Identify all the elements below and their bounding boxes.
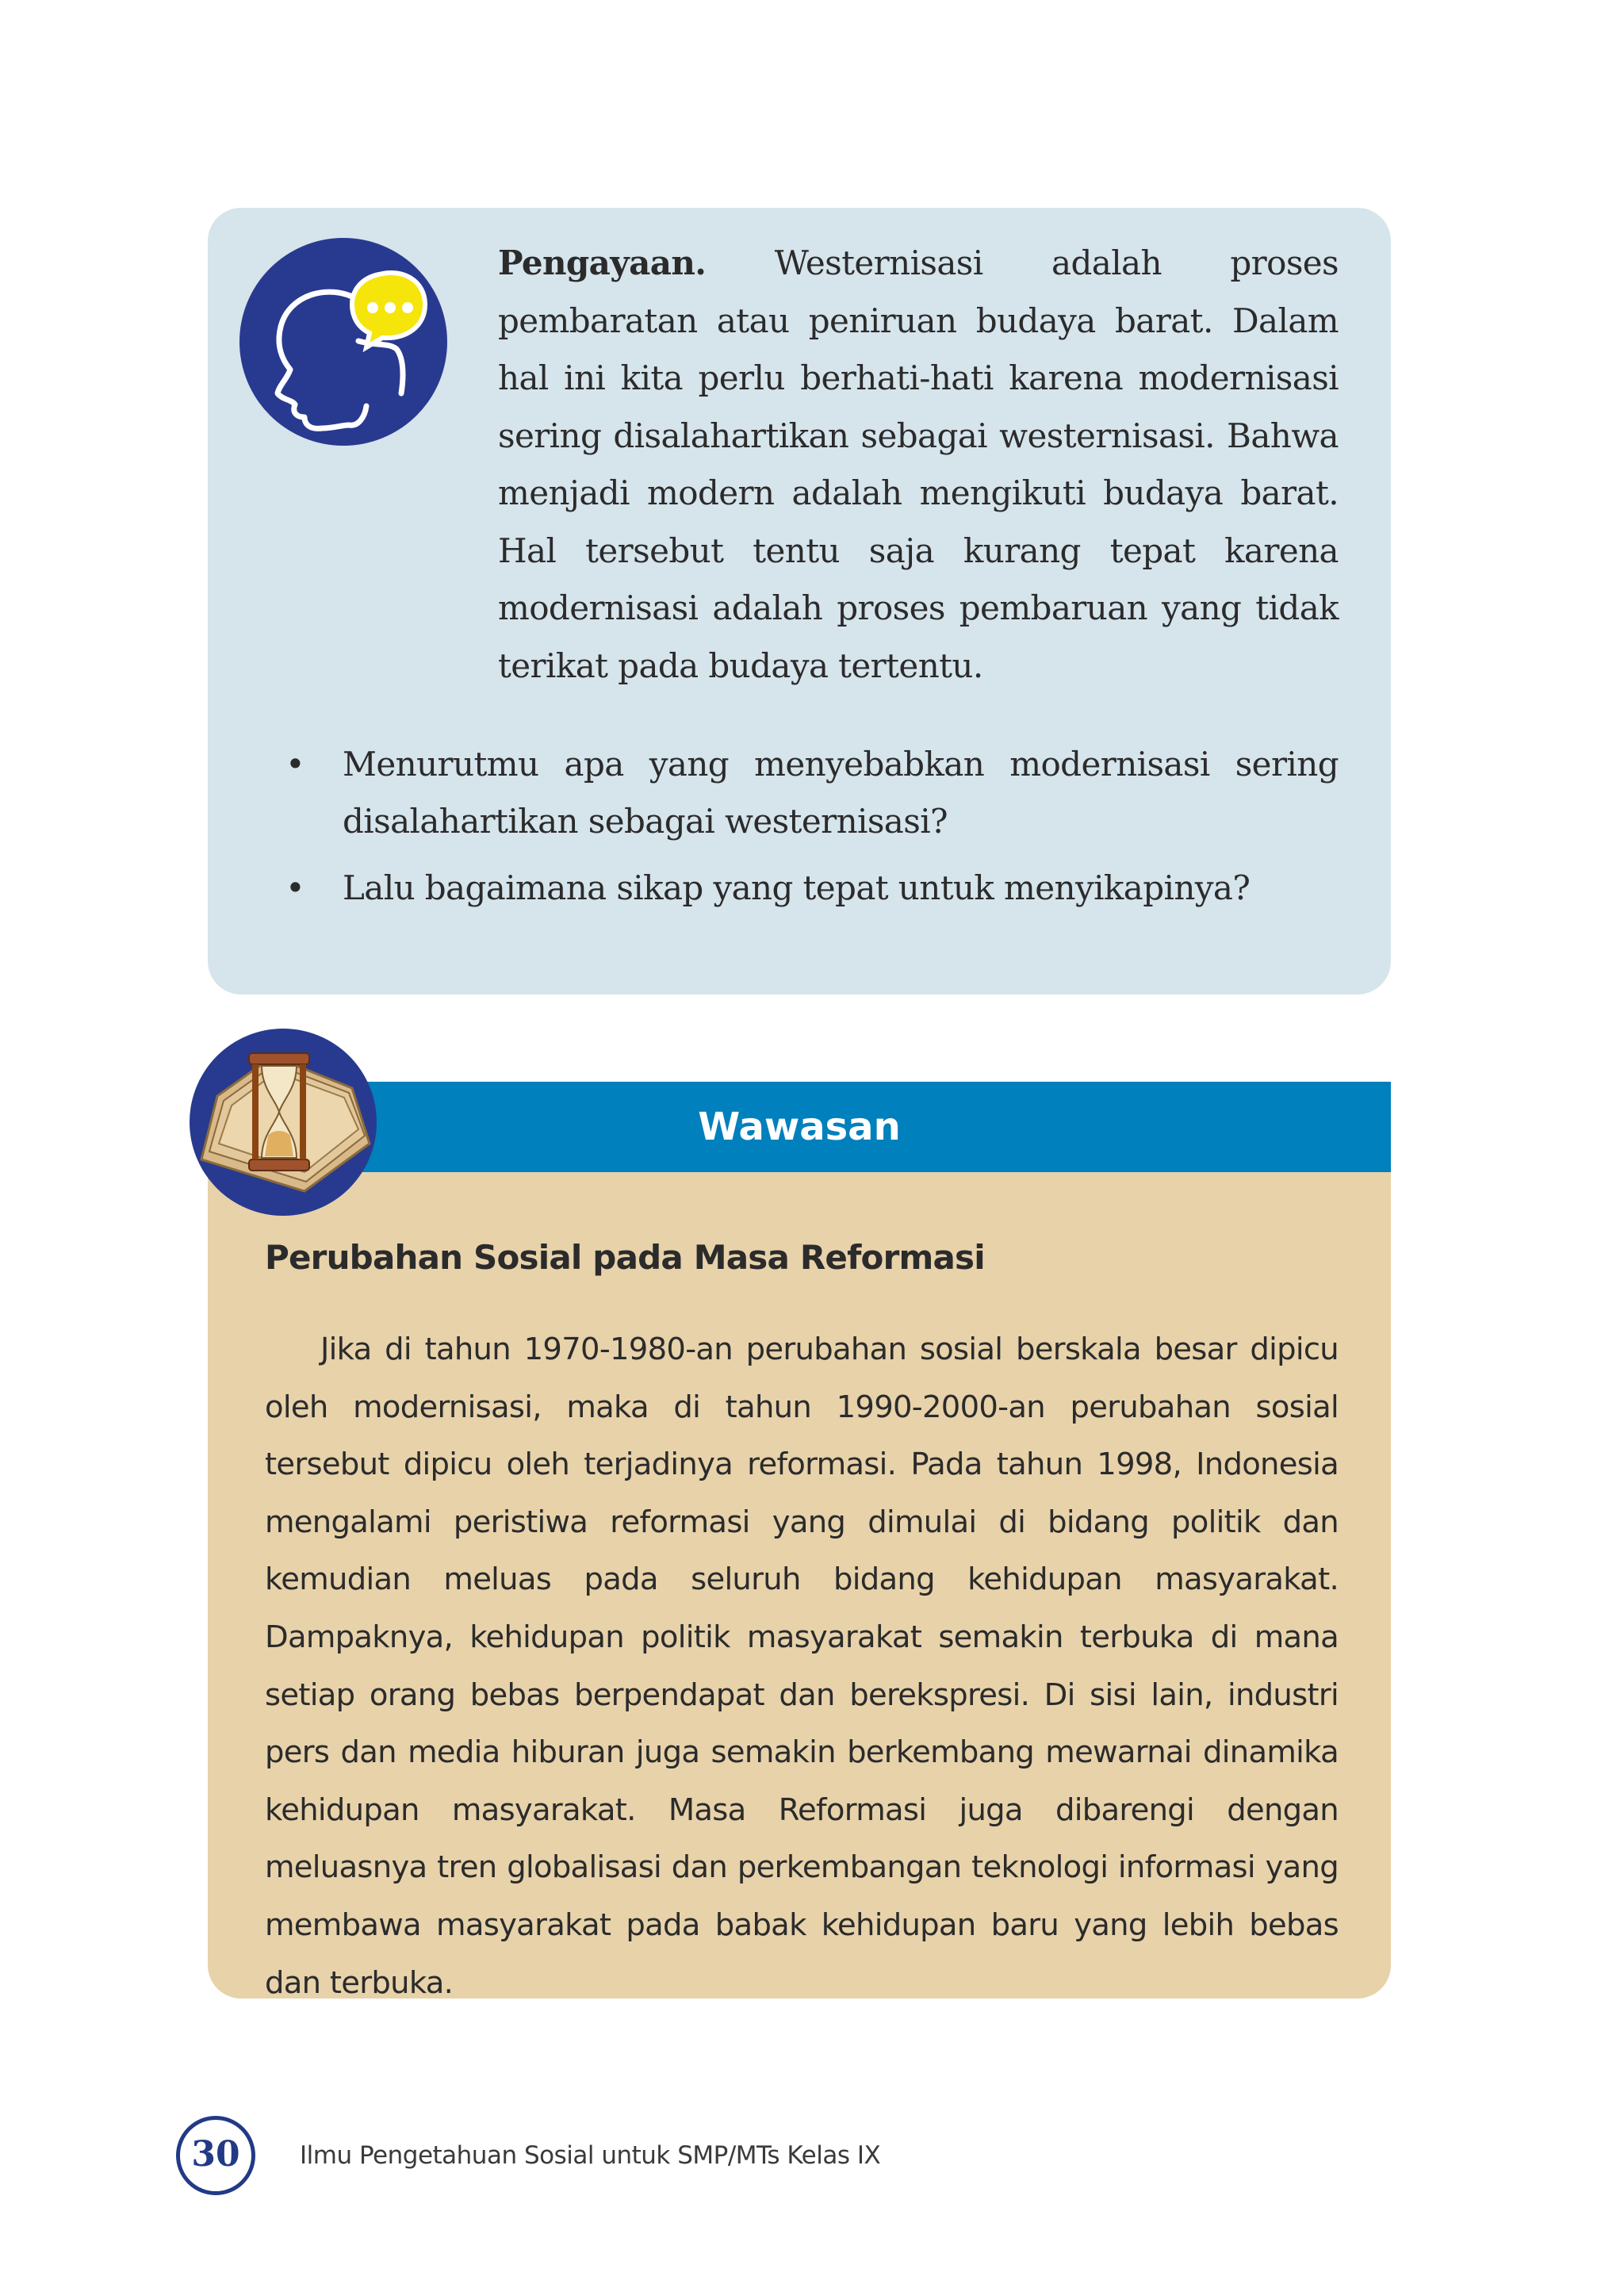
wawasan-subtitle: Perubahan Sosial pada Masa Reformasi (265, 1238, 985, 1277)
head-speech-bubble-icon (239, 238, 447, 446)
question-list (285, 736, 1339, 926)
question-item (285, 860, 1339, 917)
pengayaan-paragraph (498, 235, 1339, 695)
pengayaan-title: Pengayaan. (498, 243, 707, 282)
wawasan-title: Wawasan (698, 1105, 901, 1149)
bullet-icon: • (285, 868, 305, 907)
wawasan-paragraph: Jika di tahun 1970-1980-an perubahan sosial berskala besar dipicu oleh modernisasi, maka di tahun 1990-2000-an perubahan sosial tersebut dipicu oleh terjadinya reformasi. Pada tahun 1998, Indonesia mengalami peristiwa reformasi yang dimulai di bidang politik dan kemudian meluas pada seluruh bidang kehidupan masyarakat. Dampaknya, kehidupan politik masyarakat semakin terbuka di mana setiap orang bebas berpendapat dan berekspresi. Di sisi lain, industri pers dan media hiburan juga semakin berkembang mewarnai dinamika kehidupan masyarakat. Masa Reformasi juga dibarengi dengan meluasnya tren globalisasi dan perkembangan teknologi informasi yang membawa masyarakat pada babak kehidupan baru yang lebih bebas dan terbuka. (265, 1332, 1339, 2001)
question-text: Lalu bagaimana sikap yang tepat untuk menyikapinya? (343, 868, 1251, 907)
book-title: Ilmu Pengetahuan Sosial untuk SMP/MTs Kelas IX (300, 2141, 881, 2170)
question-item (285, 736, 1339, 850)
question-text: Menurutmu apa yang menyebabkan modernisasi sering disalahartikan sebagai westernisasi? (343, 745, 1339, 841)
pengayaan-text: Westernisasi adalah proses pembaratan atau peniruan budaya barat. Dalam hal ini kita perlu berhati-hati karena modernisasi sering disalahartikan sebagai westernisasi. Bahwa menjadi modern adalah mengikuti budaya barat. Hal tersebut tentu saja kurang tepat karena modernisasi adalah proses pembaruan yang tidak terikat pada budaya tertentu. (498, 243, 1339, 685)
hourglass-scroll-icon (186, 1025, 381, 1220)
page-number: 30 (176, 2116, 255, 2195)
bullet-icon: • (285, 745, 305, 784)
